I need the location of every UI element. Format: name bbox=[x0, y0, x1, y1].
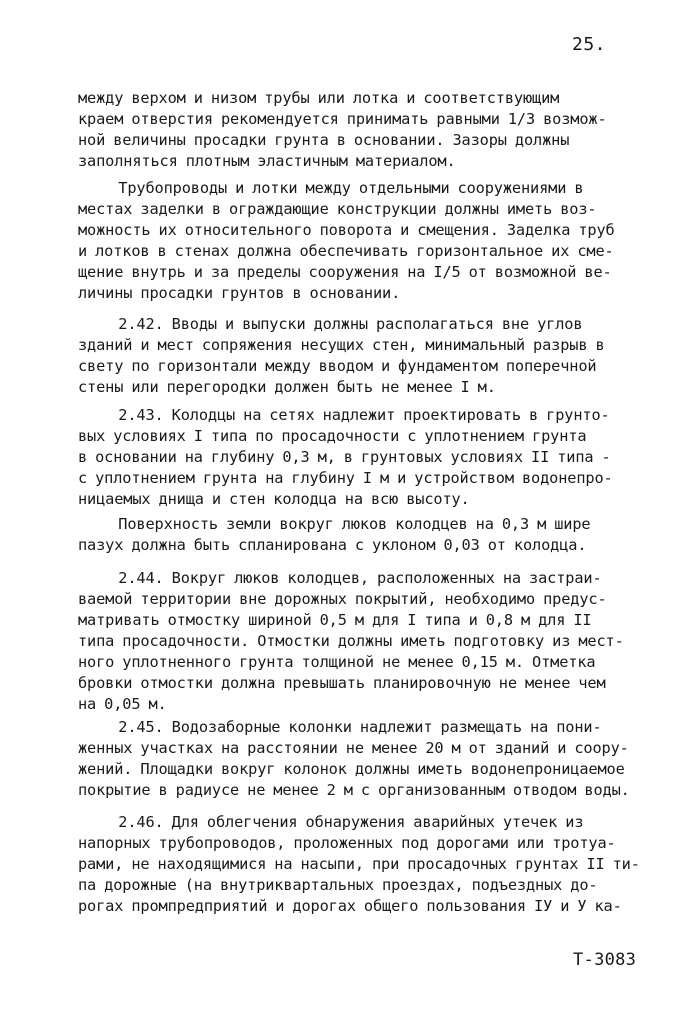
text-line: Трубопроводы и лотки между отдельными сооружениями в bbox=[78, 179, 584, 197]
text-line: пазух должна быть спланирована с уклоном 0,03 от колодца. bbox=[78, 536, 587, 554]
text-line: ного уплотненного грунта толщиной не менее 0,15 м. Отметка bbox=[78, 653, 596, 671]
paragraph-surface bbox=[78, 514, 638, 556]
section-2-44 bbox=[78, 568, 638, 715]
text-line: ной величины просадки грунта в основании. Зазоры должны bbox=[78, 131, 570, 149]
document-code: Т-3083 bbox=[573, 950, 637, 970]
paragraph-continuation bbox=[78, 88, 638, 172]
text-line: типа просадочности. Отмостки должны иметь подготовку из мест- bbox=[78, 632, 624, 650]
section-2-43 bbox=[78, 405, 638, 510]
text-line: ваемой территории вне дорожных покрытий, необходимо предус- bbox=[78, 590, 607, 608]
text-line: краем отверстия рекомендуется принимать равными 1/3 возмож- bbox=[78, 110, 607, 128]
text-line: покрытие в радиусе не менее 2 м с организованным отводом воды. bbox=[78, 781, 630, 799]
text-line: стены или перегородки должен быть не менее I м. bbox=[78, 378, 496, 396]
text-line: рогах промпредприятий и дорогах общего пользования IУ и У ка- bbox=[78, 897, 622, 915]
text-line: личины просадки грунтов в основании. bbox=[78, 284, 401, 302]
text-line: рами, не находящимися на насыпи, при просадочных грунтах II ти- bbox=[78, 855, 640, 873]
text-line: щение внутрь и за пределы сооружения на I/5 от возможной ве- bbox=[78, 263, 612, 281]
section-2-46 bbox=[78, 812, 638, 917]
text-line: можность их относительного поворота и смещения. Заделка труб bbox=[78, 221, 615, 239]
section-2-42 bbox=[78, 314, 638, 398]
text-line: матривать отмостку шириной 0,5 м для I типа и 0,8 м для II bbox=[78, 611, 592, 629]
text-line: женных участках на расстоянии не менее 20 м от зданий и соору- bbox=[78, 739, 629, 757]
text-line: зданий и мест сопряжения несущих стен, минимальный разрыв в bbox=[78, 336, 605, 354]
text-line: местах заделки в ограждающие конструкции должны иметь воз- bbox=[78, 200, 597, 218]
text-line: напорных трубопроводов, проложенных под дорогами или тротуа- bbox=[78, 834, 616, 852]
text-line: ницаемых днища и стен колодца на всю высоту. bbox=[78, 490, 470, 508]
text-line: 2.45. Водозаборные колонки надлежит размещать на пони- bbox=[78, 718, 602, 736]
text-line: свету по горизонтали между вводом и фундаментом поперечной bbox=[78, 357, 597, 375]
text-line: 2.43. Колодцы на сетях надлежит проектировать в грунто- bbox=[78, 406, 610, 424]
section-2-45 bbox=[78, 717, 638, 801]
paragraph-pipelines bbox=[78, 178, 638, 304]
text-line: 2.44. Вокруг люков колодцев, расположенных на застраи- bbox=[78, 569, 602, 587]
text-line: между верхом и низом трубы или лотка и соответствующим bbox=[78, 89, 560, 107]
text-line: и лотков в стенах должна обеспечивать горизонтальное их сме- bbox=[78, 242, 614, 260]
text-line: вых условиях I типа по просадочности с уплотнением грунта bbox=[78, 427, 587, 445]
text-line: Поверхность земли вокруг люков колодцев на 0,3 м шире bbox=[78, 515, 591, 533]
text-line: жений. Площадки вокруг колонок должны иметь водонепроницаемое bbox=[78, 760, 625, 778]
text-line: 2.46. Для облегчения обнаружения аварийных утечек из bbox=[78, 813, 584, 831]
text-line: бровки отмостки должна превышать планировочную не менее чем bbox=[78, 674, 606, 692]
text-line: заполняться плотным эластичным материалом. bbox=[78, 152, 456, 170]
text-line: 2.42. Вводы и выпуски должны располагаться вне углов bbox=[78, 315, 583, 333]
text-line: на 0,05 м. bbox=[78, 695, 167, 713]
text-line: па дорожные (на внутриквартальных проездах, подъездных до- bbox=[78, 876, 598, 894]
page-number: 25. bbox=[572, 34, 607, 55]
text-line: с уплотнением грунта на глубину I м и устройством водонепро- bbox=[78, 469, 613, 487]
text-line: в основании на глубину 0,3 м, в грунтовых условиях II типа - bbox=[78, 448, 611, 466]
